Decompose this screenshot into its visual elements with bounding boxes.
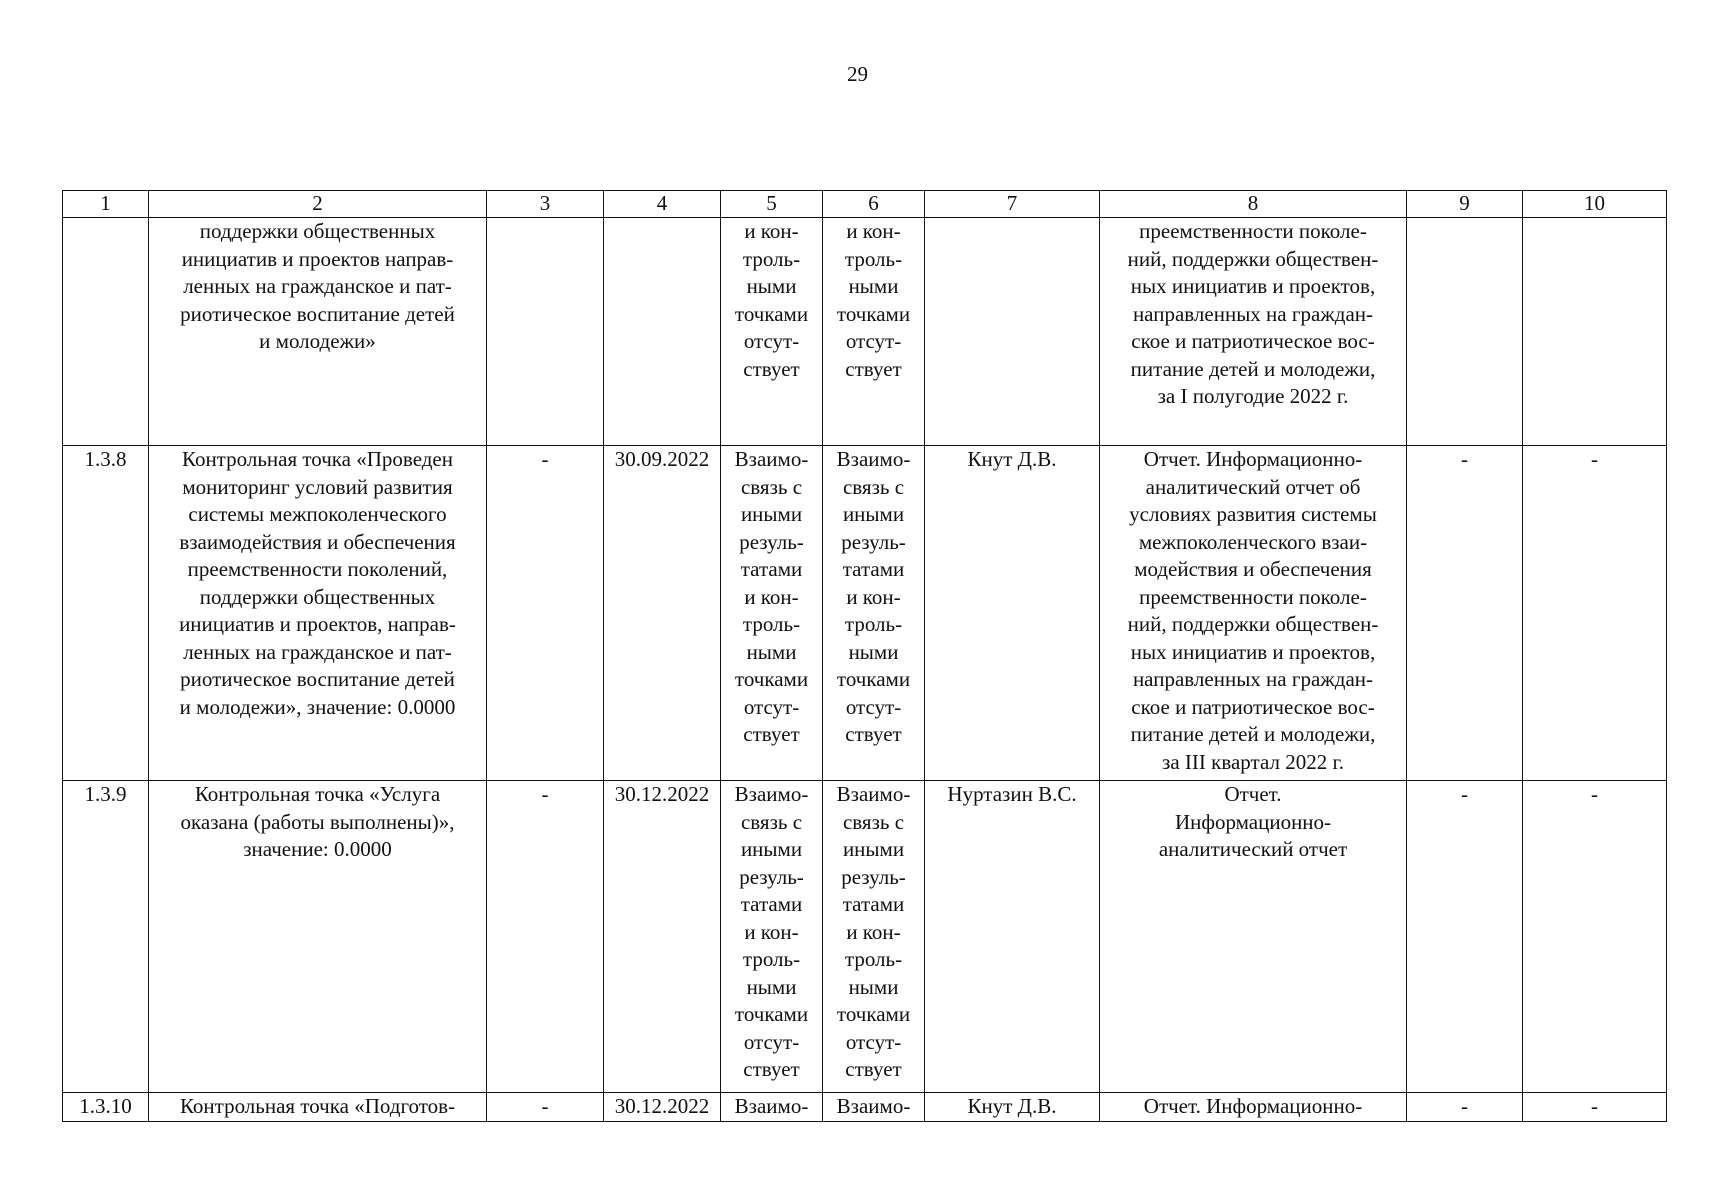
- relationship-col5-line: связь с: [740, 809, 803, 834]
- deadline-date: [604, 218, 721, 446]
- responsible-person: Кнут Д.В.: [925, 446, 1100, 781]
- relationship-col6-line: связь с: [842, 809, 905, 834]
- relationship-col5-line: связь с: [740, 474, 803, 499]
- column-9-value: -: [1407, 1093, 1523, 1122]
- relationship-col5-line: точками: [734, 667, 809, 691]
- result-description-line: преемственности поколе-: [1139, 219, 1367, 243]
- column-header-2: 2: [149, 191, 487, 218]
- control-point-name-line: и молодежи»: [259, 329, 376, 353]
- column-header-9: 9: [1407, 191, 1523, 218]
- relationship-col6-line: связь с: [842, 474, 905, 499]
- relationship-col6: [823, 218, 925, 446]
- result-description-line: Отчет.: [1224, 782, 1282, 806]
- relationship-col6-line: иными: [842, 502, 905, 526]
- relationship-col5-line: татами: [740, 557, 803, 581]
- item-number: 1.3.9: [63, 781, 149, 1093]
- responsible-person: Нуртазин В.С.: [925, 781, 1100, 1093]
- relationship-col5-line: отсут-: [743, 1029, 800, 1054]
- relationship-col5-line: иными: [740, 837, 803, 861]
- result-description-line: условиях развития системы: [1129, 502, 1377, 526]
- relationship-col6-line: ными: [848, 974, 899, 999]
- relationship-col5-line: резуль-: [739, 864, 804, 889]
- relationship-col5-line: и кон-: [744, 919, 799, 944]
- relationship-col6-line: резуль-: [841, 864, 906, 889]
- relationship-col5-line: точками: [734, 301, 809, 326]
- relationship-col5: [721, 1093, 823, 1122]
- responsible-person: Кнут Д.В.: [925, 1093, 1100, 1122]
- relationship-col5-line: ствует: [743, 1057, 800, 1081]
- relationship-col6-line: ными: [848, 639, 899, 664]
- result-description-line: Информационно-: [1174, 809, 1332, 834]
- relationship-col5-line: ными: [746, 974, 797, 999]
- column-header-6: 6: [823, 191, 925, 218]
- result-description-line: аналитический отчет об: [1145, 474, 1361, 499]
- column-9-value: -: [1407, 446, 1523, 781]
- result-description-line: модействия и обеспечения: [1134, 557, 1372, 581]
- deadline-date: 30.12.2022: [604, 1093, 721, 1122]
- column-9-value: [1407, 218, 1523, 446]
- relationship-col5-line: Взаимо-: [734, 782, 809, 806]
- control-point-name-line: ленных на гражданское и пат-: [183, 274, 452, 298]
- column-3-value: -: [487, 1093, 604, 1122]
- result-description-line: ское и патриотическое вос-: [1131, 694, 1375, 719]
- result-description-line: Отчет. Информационно-: [1143, 447, 1363, 471]
- column-header-7: 7: [925, 191, 1100, 218]
- column-3-value: -: [487, 446, 604, 781]
- deadline-date: 30.12.2022: [604, 781, 721, 1093]
- relationship-col5-line: точками: [734, 1002, 809, 1026]
- relationship-col6-line: и кон-: [846, 584, 901, 609]
- column-10-value: [1523, 218, 1667, 446]
- relationship-col5-line: иными: [740, 502, 803, 526]
- relationship-col5-line: ными: [746, 639, 797, 664]
- control-point-name: [149, 218, 487, 446]
- result-description: [1100, 218, 1407, 446]
- relationship-col5-line: троль-: [742, 612, 801, 636]
- relationship-col6-line: и кон-: [846, 219, 901, 243]
- control-point-name-line: инициатив и проектов, направ-: [179, 612, 456, 636]
- relationship-col6-line: ствует: [845, 722, 902, 746]
- result-description: [1100, 1093, 1407, 1122]
- control-point-name-line: и молодежи», значение: 0.0000: [179, 694, 456, 719]
- relationship-col5-line: отсут-: [743, 329, 800, 353]
- relationship-col6-line: троль-: [844, 947, 903, 971]
- relationship-col5: [721, 781, 823, 1093]
- plan-table: [62, 190, 1667, 1122]
- relationship-col6-line: иными: [842, 837, 905, 861]
- relationship-col6-line: Взаимо-: [836, 447, 911, 471]
- column-header-3: 3: [487, 191, 604, 218]
- relationship-col6-line: Взаимо-: [836, 1094, 911, 1118]
- relationship-col6-line: ствует: [845, 1057, 902, 1081]
- relationship-col6-line: точками: [836, 1002, 911, 1026]
- control-point-name-line: Контрольная точка «Проведен: [181, 447, 453, 471]
- relationship-col5-line: отсут-: [743, 694, 800, 719]
- column-3-value: -: [487, 781, 604, 1093]
- control-point-name-line: риотическое воспитание детей: [180, 667, 455, 691]
- result-description: [1100, 446, 1407, 781]
- result-description-line: ных инициатив и проектов,: [1130, 639, 1376, 664]
- control-point-name-line: ленных на гражданское и пат-: [183, 639, 452, 664]
- control-point-name-line: инициатив и проектов направ-: [181, 246, 454, 271]
- result-description-line: направленных на граждан-: [1132, 667, 1374, 691]
- result-description-line: преемственности поколе-: [1139, 584, 1367, 609]
- column-header-8: 8: [1100, 191, 1407, 218]
- result-description-line: ных инициатив и проектов,: [1130, 274, 1376, 298]
- page-number: 29: [847, 62, 868, 86]
- deadline-date: 30.09.2022: [604, 446, 721, 781]
- relationship-col5-line: Взаимо-: [734, 1094, 809, 1118]
- relationship-col5: [721, 218, 823, 446]
- relationship-col5-line: ными: [746, 274, 797, 298]
- relationship-col6-line: точками: [836, 301, 911, 326]
- column-3-value: [487, 218, 604, 446]
- relationship-col6-line: отсут-: [845, 1029, 902, 1054]
- relationship-col5-line: троль-: [742, 947, 801, 971]
- table-row: [63, 218, 1667, 446]
- result-description: [1100, 781, 1407, 1093]
- relationship-col5-line: ствует: [743, 356, 800, 381]
- relationship-col6-line: точками: [836, 667, 911, 691]
- relationship-col6: [823, 446, 925, 781]
- control-point-name-line: взаимодействия и обеспечения: [179, 529, 456, 554]
- header-row: [63, 191, 1667, 218]
- responsible-person: [925, 218, 1100, 446]
- result-description-line: ний, поддержки обществен-: [1127, 246, 1379, 271]
- control-point-name-line: значение: 0.0000: [243, 837, 392, 861]
- table-row: [63, 781, 1667, 1093]
- column-10-value: -: [1523, 446, 1667, 781]
- relationship-col6: [823, 1093, 925, 1122]
- relationship-col5-line: и кон-: [744, 219, 799, 243]
- result-description-line: направленных на граждан-: [1132, 301, 1374, 326]
- column-10-value: -: [1523, 781, 1667, 1093]
- control-point-name: [149, 446, 487, 781]
- control-point-name-line: оказана (работы выполнены)»,: [180, 809, 455, 834]
- control-point-name-line: поддержки общественных: [199, 219, 436, 243]
- control-point-name: [149, 781, 487, 1093]
- relationship-col5-line: Взаимо-: [734, 447, 809, 471]
- table-header: [63, 191, 1667, 218]
- result-description-line: ское и патриотическое вос-: [1131, 329, 1375, 353]
- relationship-col5-line: резуль-: [739, 529, 804, 554]
- table-body: [63, 218, 1667, 1122]
- column-header-4: 4: [604, 191, 721, 218]
- control-point-name-line: поддержки общественных: [199, 584, 436, 609]
- control-point-name-line: мониторинг условий развития: [182, 474, 453, 499]
- item-number: [63, 218, 149, 446]
- result-description-line: за I полугодие 2022 г.: [1157, 384, 1349, 408]
- column-header-1: 1: [63, 191, 149, 218]
- relationship-col6-line: троль-: [844, 246, 903, 271]
- result-description-line: аналитический отчет: [1158, 837, 1348, 861]
- result-description-line: ний, поддержки обществен-: [1127, 612, 1379, 636]
- result-description-line: питание детей и молодежи,: [1130, 356, 1376, 381]
- table-row: [63, 446, 1667, 781]
- relationship-col5-line: и кон-: [744, 584, 799, 609]
- control-point-name-line: риотическое воспитание детей: [180, 301, 455, 326]
- result-description-line: за III квартал 2022 г.: [1162, 749, 1344, 774]
- relationship-col6-line: ными: [848, 274, 899, 298]
- result-description-line: питание детей и молодежи,: [1130, 722, 1376, 746]
- relationship-col6-line: ствует: [845, 356, 902, 381]
- control-point-name: [149, 1093, 487, 1122]
- relationship-col5-line: ствует: [743, 722, 800, 746]
- result-description-line: Отчет. Информационно-: [1143, 1094, 1363, 1118]
- item-number: 1.3.8: [63, 446, 149, 781]
- relationship-col6-line: татами: [842, 892, 905, 916]
- column-header-5: 5: [721, 191, 823, 218]
- control-point-name-line: Контрольная точка «Услуга: [194, 782, 441, 806]
- table-row: [63, 1093, 1667, 1122]
- relationship-col6-line: отсут-: [845, 694, 902, 719]
- relationship-col6-line: отсут-: [845, 329, 902, 353]
- control-point-name-line: преемственности поколений,: [187, 557, 448, 581]
- relationship-col6: [823, 781, 925, 1093]
- control-point-name-line: Контрольная точка «Подготов-: [179, 1094, 456, 1118]
- relationship-col5-line: троль-: [742, 246, 801, 271]
- column-9-value: -: [1407, 781, 1523, 1093]
- item-number: 1.3.10: [63, 1093, 149, 1122]
- relationship-col6-line: резуль-: [841, 529, 906, 554]
- relationship-col5: [721, 446, 823, 781]
- relationship-col6-line: троль-: [844, 612, 903, 636]
- column-10-value: -: [1523, 1093, 1667, 1122]
- relationship-col6-line: и кон-: [846, 919, 901, 944]
- relationship-col6-line: Взаимо-: [836, 782, 911, 806]
- relationship-col6-line: татами: [842, 557, 905, 581]
- result-description-line: межпоколенческого взаи-: [1138, 529, 1368, 554]
- relationship-col5-line: татами: [740, 892, 803, 916]
- column-header-10: 10: [1523, 191, 1667, 218]
- control-point-name-line: системы межпоколенческого: [188, 502, 447, 526]
